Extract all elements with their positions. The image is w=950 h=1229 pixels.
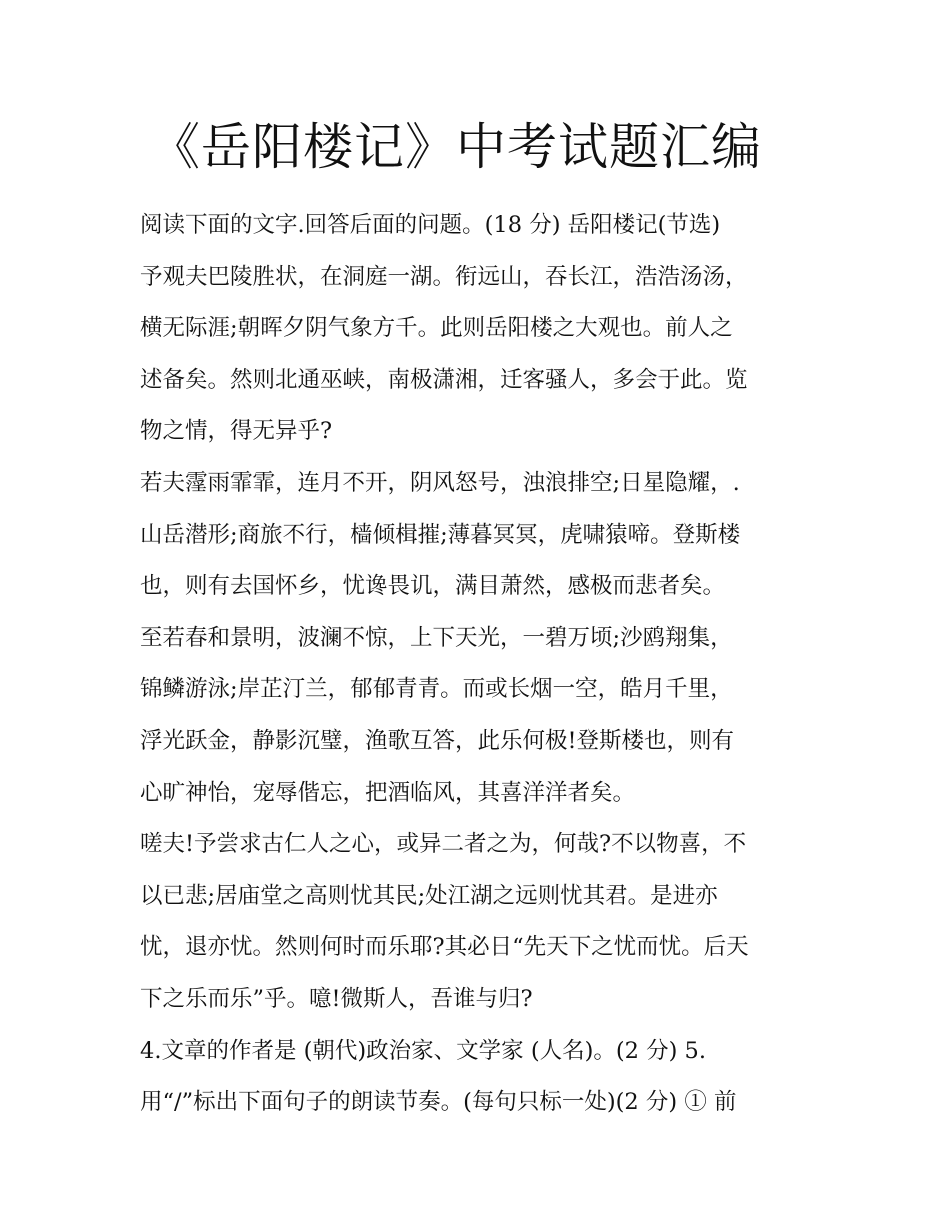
text-line: 予观夫巴陵胜状，在洞庭一湖。衔远山，吞长江，浩浩汤汤，: [140, 263, 748, 290]
text-line: 述备矣。然则北通巫峡，南极潇湘，迁客骚人，多会于此。览: [140, 366, 748, 393]
text-line: 以已悲;居庙堂之高则忧其民;处江湖之远则忧其君。是进亦: [140, 882, 718, 909]
document-title: 《岳阳楼记》中考试题汇编: [150, 118, 762, 176]
text-line: 若夫霪雨霏霏，连月不开，阴风怒号，浊浪排空;日星隐耀，.: [140, 469, 740, 496]
text-line: 下之乐而乐”乎。噫!微斯人，吾谁与归?: [140, 985, 533, 1012]
text-line: 心旷神怡，宠辱偕忘，把酒临风，其喜洋洋者矣。: [140, 779, 636, 806]
document-body: [140, 200, 830, 1129]
text-line: 山岳潜形;商旅不行，樯倾楫摧;薄暮冥冥，虎啸猿啼。登斯楼: [140, 521, 741, 548]
intro-line: 阅读下面的文字.回答后面的问题。(18 分) 岳阳楼记(节选): [140, 212, 721, 238]
text-line: 锦鳞游泳;岸芷汀兰，郁郁青青。而或长烟一空，皓月千里，: [140, 676, 733, 703]
question-line: 4.文章的作者是 (朝代)政治家、文学家 (人名)。(2 分) 5.: [140, 1037, 707, 1064]
text-line: 物之情，得无异乎?: [140, 418, 333, 445]
text-line: 浮光跃金，静影沉璧，渔歌互答，此乐何极!登斯楼也，则有: [140, 727, 735, 754]
text-line: 也，则有去国怀乡，忧谗畏讥，满目萧然，感极而悲者矣。: [140, 573, 726, 600]
text-line: 至若春和景明，波澜不惊，上下天光，一碧万顷;沙鸥翔集，: [140, 624, 733, 651]
text-line: 横无际涯;朝晖夕阴气象方千。此则岳阳楼之大观也。前人之: [140, 315, 733, 342]
text-line: 忧，退亦忧。然则何时而乐耶?其必日“先天下之忧而忧。后天: [140, 934, 749, 961]
text-line: 嗟夫!予尝求古仁人之心，或异二者之为，何哉?不以物喜，不: [140, 831, 747, 858]
question-line: 用“/”标出下面句子的朗读节奏。(每句只标一处)(2 分) ① 前: [140, 1089, 737, 1116]
